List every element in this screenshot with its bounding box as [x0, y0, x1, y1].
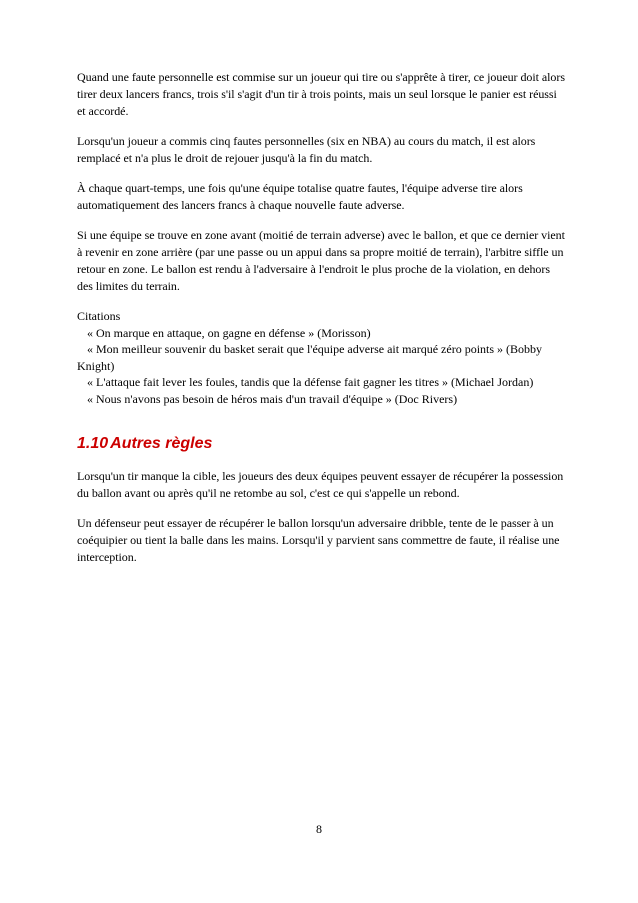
quote-michael-jordan: « L'attaque fait lever les foules, tandis que la défense fait gagner les titres » (Michael Jordan) — [87, 375, 534, 389]
paragraph-personal-foul-free-throws: Quand une faute personnelle est commise sur un joueur qui tire ou s'apprête à tirer, ce joueur doit alors tirer deux lancers francs, trois s'il s'agit d'un tir à trois points, mais un seul lorsque le panier est réussi et accordé. — [77, 70, 565, 118]
page-content — [77, 69, 567, 579]
section-heading — [77, 434, 567, 454]
paragraph-rebound: Lorsqu'un tir manque la cible, les joueurs des deux équipes peuvent essayer de récupérer la possession du ballon avant ou après qu'il ne retombe au sol, c'est ce qui s'appelle un rebond. — [77, 469, 564, 500]
section-title: Autres règles — [110, 435, 213, 452]
citations-block — [77, 308, 567, 407]
citations-title: Citations — [77, 309, 121, 323]
paragraph-backcourt-violation: Si une équipe se trouve en zone avant (moitié de terrain adverse) avec le ballon, et que ce dernier vient à revenir en zone arrière (par une passe ou un appui dans sa propre moitié de terrain), l'arbitre siffle un retour en zone. Le ballon est rendu à l'adversaire à l'endroit le plus proche de la violation, en dehors des limites du terrain. — [77, 228, 565, 293]
paragraph-five-fouls: Lorsqu'un joueur a commis cinq fautes personnelles (six en NBA) au cours du match, il est alors remplacé et n'a plus le droit de rejouer jusqu'à la fin du match. — [77, 134, 536, 165]
paragraph-team-fouls: À chaque quart-temps, une fois qu'une équipe totalise quatre fautes, l'équipe adverse tire alors automatiquement des lancers francs à chaque nouvelle faute adverse. — [77, 181, 523, 212]
quote-bobby-knight: « Mon meilleur souvenir du basket serait que l'équipe adverse ait marqué zéro points » (Bobby Knight) — [77, 342, 543, 373]
quote-morisson: « On marque en attaque, on gagne en défense » (Morisson) — [87, 325, 371, 340]
page-number: 8 — [316, 822, 322, 836]
section-number: 1.10 — [77, 435, 109, 452]
quote-doc-rivers: « Nous n'avons pas besoin de héros mais d'un travail d'équipe » (Doc Rivers) — [87, 391, 458, 406]
paragraph-interception: Un défenseur peut essayer de récupérer le ballon lorsqu'un adversaire dribble, tente de le passer à un coéquipier ou tient la balle dans les mains. Lorsqu'il y parvient sans commettre de faute, il réalise une interception. — [77, 516, 560, 564]
